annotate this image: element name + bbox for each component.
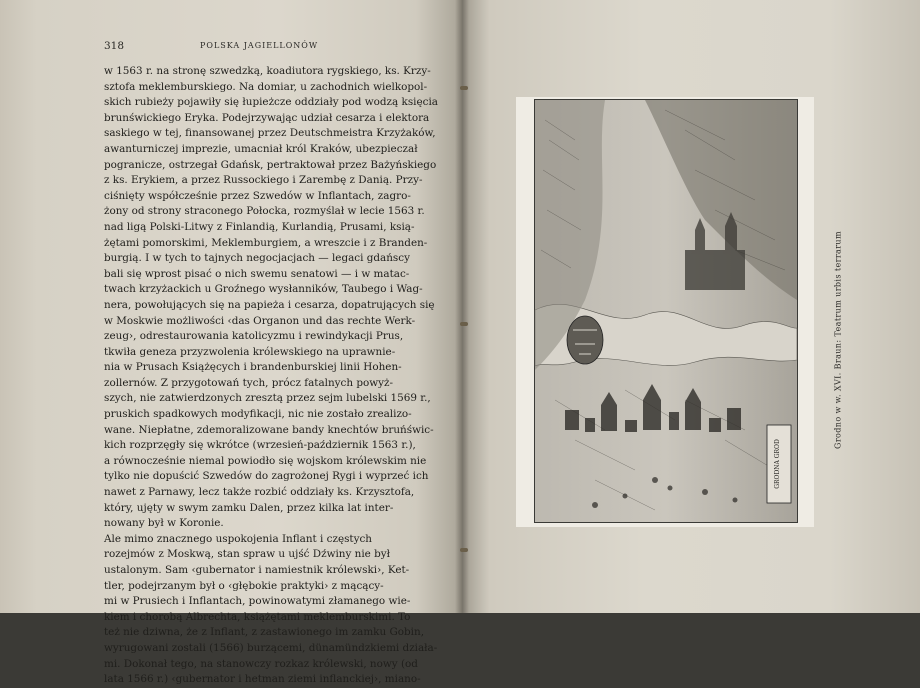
text-line: szych, nie zatwierdzonych zresztą przez sejm lubelski 1569 r.,: [104, 392, 431, 405]
text-line: nera, powołujących się na papieża i cesarza, dopatrujących się: [104, 298, 435, 311]
text-line: zollernów. Z przygotowań tych, prócz fatalnych powyż-: [104, 376, 394, 389]
text-line: kiem i chorobą Albrechta, książętami meklemburskimi. To: [104, 610, 411, 623]
text-line: ciśnięty współcześnie przez Szwedów w Inflantach, zagro-: [104, 189, 411, 202]
engraving-image: [535, 100, 797, 522]
grodno-engraving: [534, 99, 798, 523]
plate-inscription: GRODNA GROD: [774, 439, 781, 489]
binding-stitch: [460, 548, 468, 552]
text-line: Ale mimo znacznego uspokojenia Inflant i częstych: [104, 532, 372, 545]
text-line: kich rozprzęgły się wkrótce (wrzesień-październik 1563 r.),: [104, 439, 416, 452]
text-line: brunświckiego Eryka. Podejrzywając udział cesarza i elektora: [104, 111, 430, 124]
text-line: z ks. Erykiem, a przez Russockiego i Zarembę z Danią. Przy-: [104, 174, 423, 187]
text-line: wyrugowani zostali (1566) burzącemi, dünamündzkiemi działa-: [104, 641, 438, 654]
plate-cartouche: [767, 425, 791, 503]
text-line: ustalonym. Sam ‹gubernator i namiestnik królewski›, Ket-: [104, 564, 410, 576]
text-line: skich rubieży pojawiły się łupieżcze oddziały pod wodzą księcia: [104, 96, 438, 109]
text-line: sztofa meklemburskiego. Na domiar, u zachodnich wielkopol-: [104, 80, 428, 93]
text-line: awanturniczej imprezie, umacniał król Kraków, ubezpieczał: [104, 142, 418, 155]
text-line: żony od strony straconego Połocka, rozmyślał w lecie 1563 r.: [104, 205, 425, 218]
text-line: nad ligą Polski-Litwy z Finlandią, Kurlandią, Prusami, ksią-: [104, 220, 415, 233]
text-line: w Moskwie możliwości ‹das Organon und das rechte Werk-: [104, 314, 416, 327]
text-line: nia w Prusach Książęcych i brandenburskiej linii Hohen-: [104, 361, 402, 374]
text-line: mi. Dokonał tego, na stanowczy rozkaz królewski, nowy (od: [104, 657, 418, 670]
text-line: pogranicze, ostrzegał Gdańsk, pertraktował przez Bażyńskiego: [104, 158, 437, 171]
body-text: [104, 64, 438, 688]
page-number: 318: [104, 40, 125, 52]
binding-stitch: [460, 86, 468, 90]
text-line: tylko nie dopuścić Szwedów do zagrożonej Rygi i wyprzeć ich: [104, 470, 429, 483]
caption-text: Grodno w w. XVI. Braun: Teatrum urbis terrarum: [833, 231, 843, 449]
text-line: a równocześnie niemal powiodło się wojskom królewskim nie: [104, 454, 427, 467]
coat-of-arms: [567, 316, 603, 364]
text-line: też nie dziwna, że z Inflant, z zastawionego im zamku Gobin,: [104, 626, 424, 639]
text-line: pruskich spadkowych modyfikacji, nic nie zostało zrealizo-: [104, 408, 412, 421]
text-line: twach krzyżackich u Groźnego wysłanników, Taubego i Wag-: [104, 283, 423, 296]
text-line: nawet z Parnawy, lecz także rozbić oddziały ks. Krzysztofa,: [104, 486, 415, 499]
text-line: w 1563 r. na stronę szwedzką, koadiutora rygskiego, ks. Krzy-: [104, 65, 431, 77]
plate-caption: [828, 230, 848, 450]
text-line: żętami pomorskimi, Meklemburgiem, a wreszcie i z Branden-: [104, 236, 428, 249]
text-line: tkwiła geneza przyzwolenia królewskiego na uprawnie-: [104, 345, 396, 358]
text-line: nowany był w Koronie.: [104, 517, 224, 530]
text-line: saskiego w tej, finansowanej przez Deutschmeistra Krzyżaków,: [104, 127, 436, 140]
text-line: który, ujęty w swym zamku Dalen, przez kilka lat inter-: [104, 501, 394, 514]
text-line: bali się wprost pisać o nich swemu senatowi — i w matac-: [104, 267, 410, 280]
text-line: lata 1566 r.) ‹gubernator i hetman ziemi inflanckiej›, miano-: [104, 673, 421, 686]
book-gutter: [455, 0, 469, 613]
text-line: mi w Prusiech i Inflantach, powinowatymi złamanego wie-: [104, 595, 411, 608]
text-line: tler, podejrzanym był o ‹głębokie praktyki› z mącący-: [104, 579, 384, 592]
text-line: zeug›, odrestaurowania katolicyzmu i rewindykacji Prus,: [104, 330, 404, 343]
text-line: rozejmów z Moskwą, stan spraw u ujść Dźwiny nie był: [104, 548, 391, 561]
text-line: wane. Niepłatne, zdemoralizowane bandy knechtów bruńświc-: [104, 423, 434, 436]
page-header: [104, 40, 404, 56]
text-line: burgią. I w tych to tajnych negocjacjach — legaci gdańscy: [104, 252, 410, 265]
running-title: POLSKA JAGIELLONÓW: [200, 41, 319, 50]
binding-stitch: [460, 322, 468, 326]
